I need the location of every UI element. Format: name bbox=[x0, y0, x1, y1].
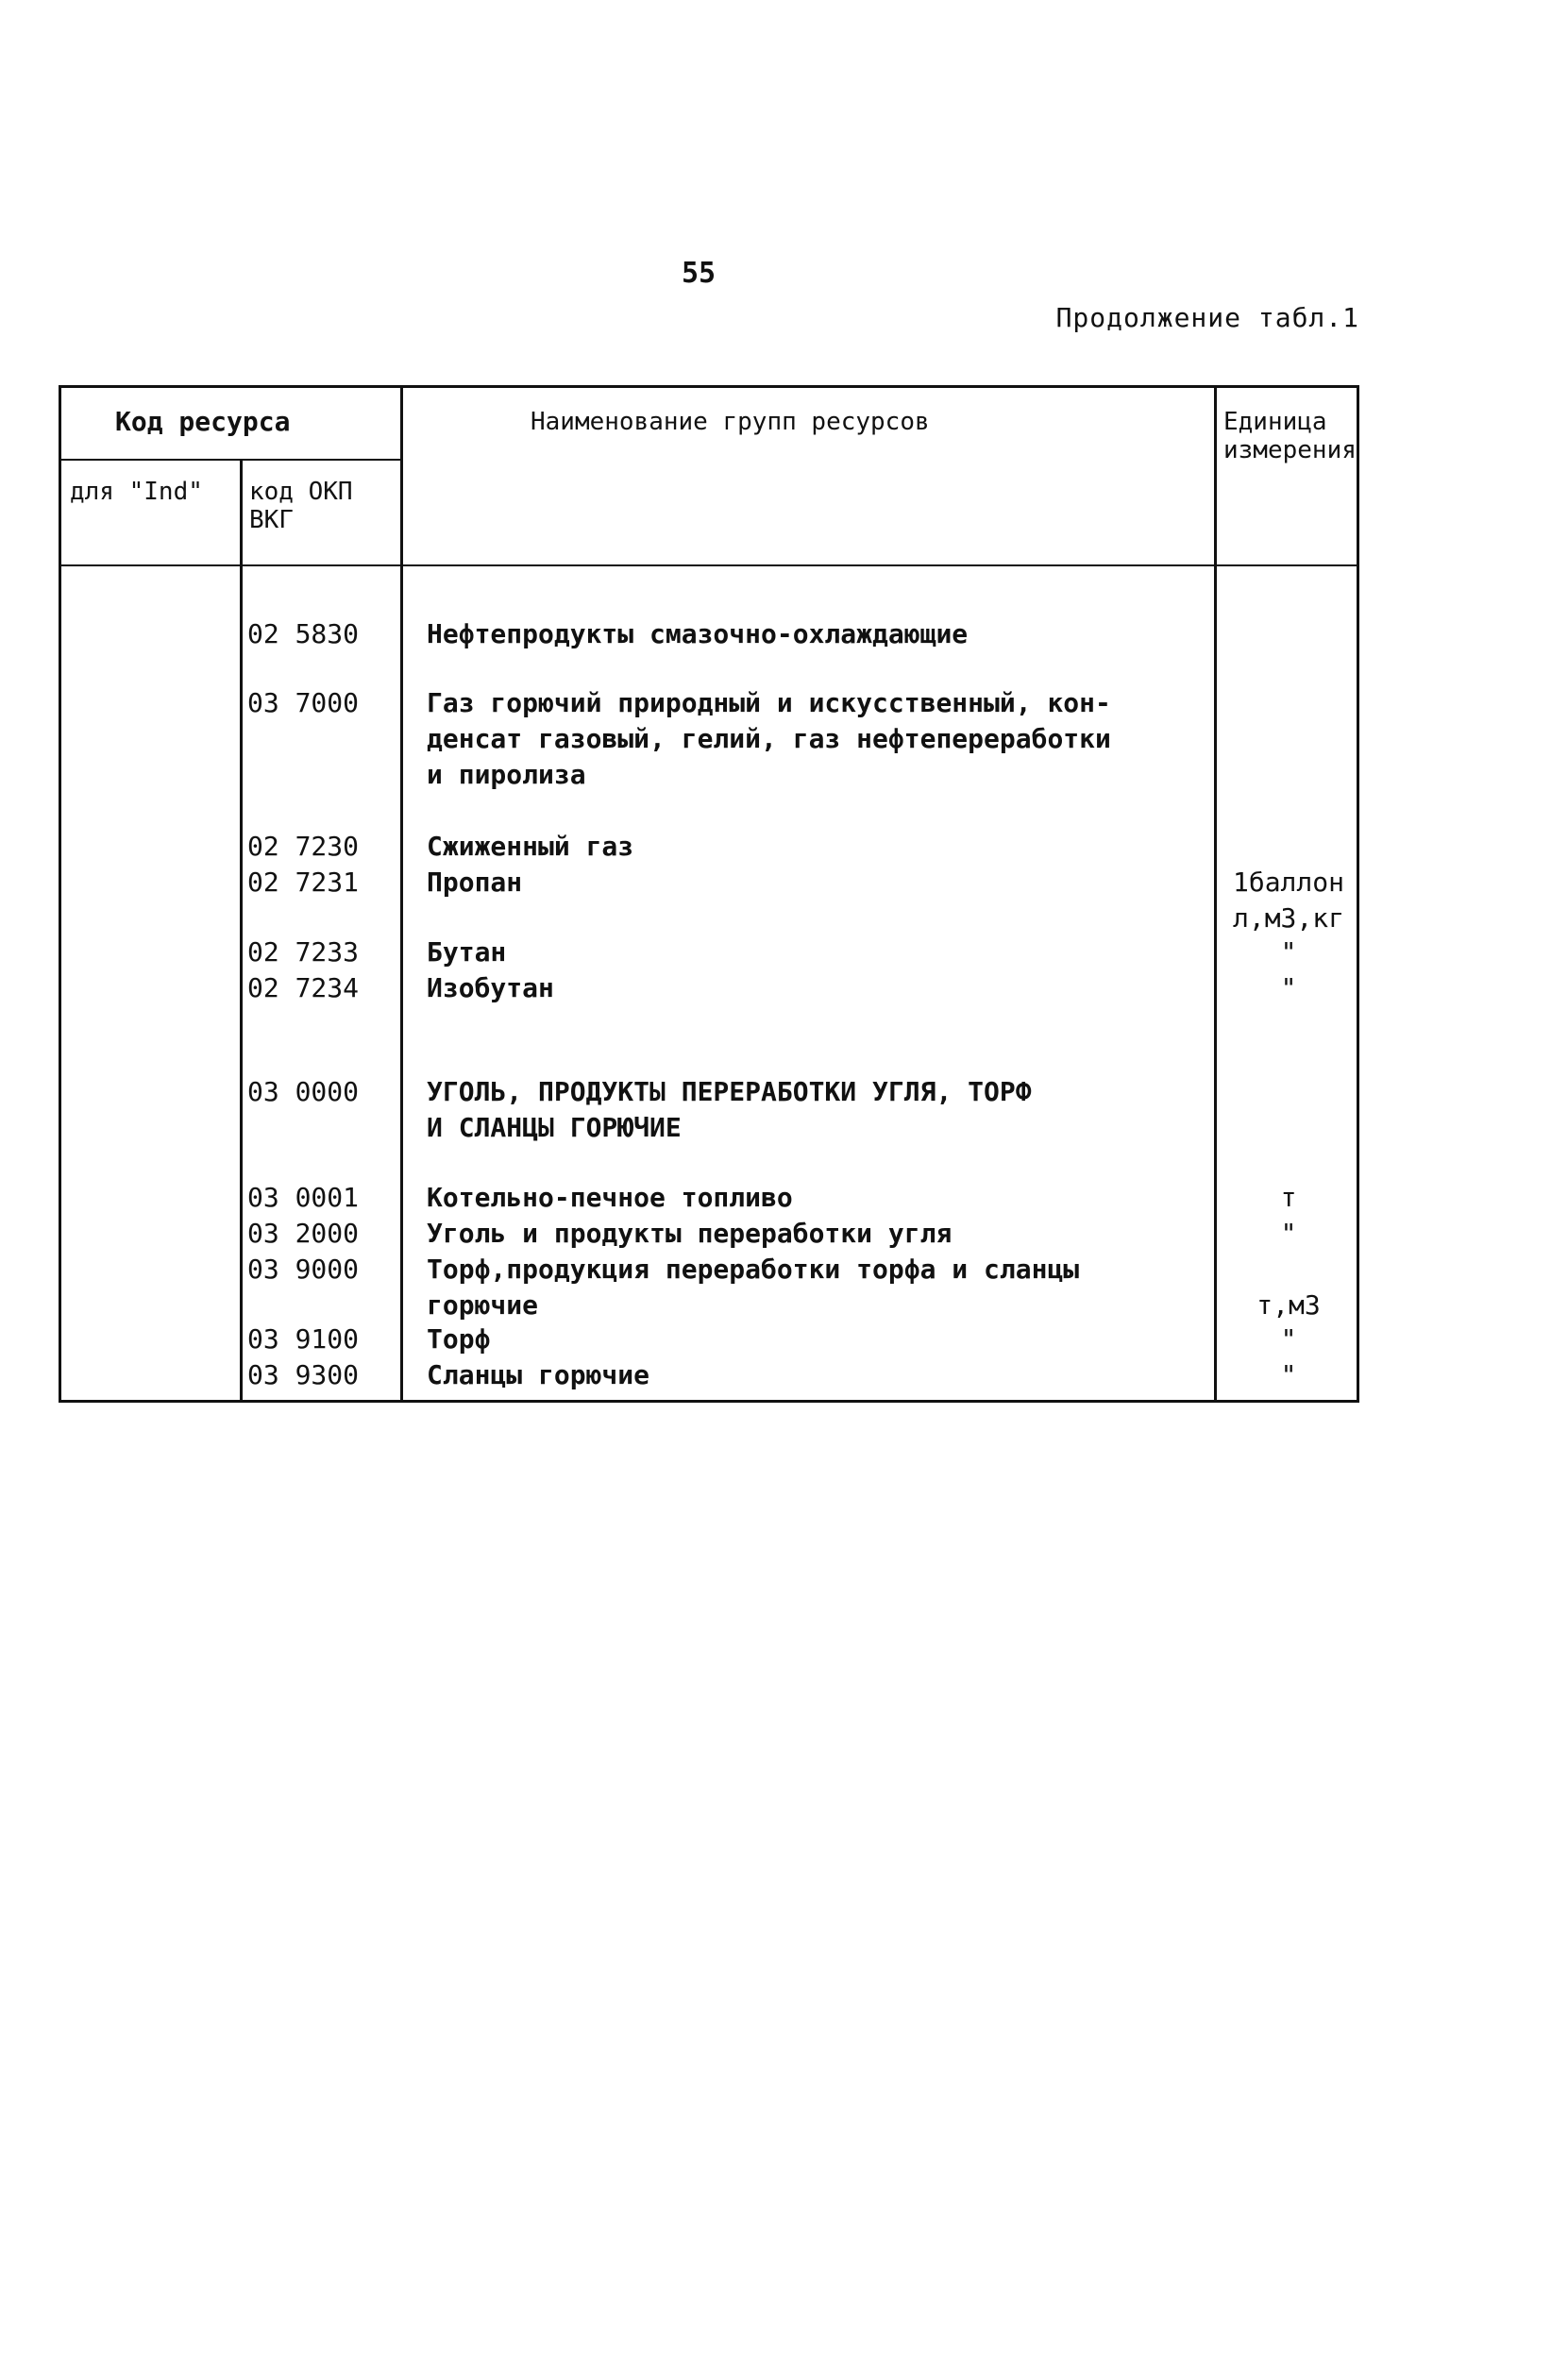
header-resource-code: Код ресурса bbox=[115, 406, 291, 437]
row-code: 02 7231 bbox=[247, 867, 360, 898]
row-name: Пропан bbox=[427, 867, 523, 898]
row-unit: " bbox=[1280, 1359, 1297, 1390]
header-unit: Единица измерения bbox=[1223, 408, 1357, 464]
page-number: 55 bbox=[681, 257, 717, 290]
row-name: Газ горючий природный и искусственный, кон- денсат газовый, гелий, газ нефтепереработки и пиролиза bbox=[427, 687, 1111, 790]
row-name: Котельно-печное топливо bbox=[427, 1182, 793, 1213]
table-continuation-label: Продолжение табл.1 bbox=[1055, 302, 1359, 333]
row-code: 02 7233 bbox=[247, 936, 360, 968]
resource-table bbox=[59, 385, 1359, 1403]
header-subgroup-rule bbox=[59, 459, 400, 461]
row-unit: " bbox=[1280, 972, 1297, 1003]
row-name: Изобутан bbox=[427, 972, 554, 1003]
row-unit: " bbox=[1280, 936, 1297, 968]
row-name: Торф,продукция переработки торфа и сланцы горючие bbox=[427, 1254, 1080, 1321]
header-for-ind: для "Ind" bbox=[70, 478, 203, 506]
row-code: 03 9100 bbox=[247, 1323, 360, 1355]
header-group-name: Наименование групп ресурсов bbox=[531, 408, 930, 436]
table-bottom-border bbox=[59, 1400, 1359, 1403]
table-top-border bbox=[59, 385, 1359, 388]
row-code: 03 9000 bbox=[247, 1254, 360, 1285]
row-code: 03 0001 bbox=[247, 1182, 360, 1213]
divider-ind-okp bbox=[240, 459, 243, 1403]
row-code: 03 0000 bbox=[247, 1076, 360, 1107]
row-unit: " bbox=[1280, 1218, 1297, 1249]
table-left-border bbox=[59, 385, 61, 1403]
row-unit: т,м3 bbox=[1256, 1289, 1321, 1321]
row-code: 02 7230 bbox=[247, 831, 360, 862]
header-bottom-rule bbox=[59, 564, 1359, 566]
row-name: Сжиженный газ bbox=[427, 831, 634, 862]
row-name: Уголь и продукты переработки угля bbox=[427, 1218, 953, 1249]
row-code: 03 9300 bbox=[247, 1359, 360, 1390]
row-unit: т bbox=[1280, 1182, 1297, 1213]
row-name: УГОЛЬ, ПРОДУКТЫ ПЕРЕРАБОТКИ УГЛЯ, ТОРФ И СЛАНЦЫ ГОРЮЧИЕ bbox=[427, 1076, 1032, 1143]
row-name: Сланцы горючие bbox=[427, 1359, 650, 1390]
row-name: Торф bbox=[427, 1323, 491, 1355]
row-name: Бутан bbox=[427, 936, 507, 968]
header-okp-code: код ОКП ВКГ bbox=[249, 478, 353, 534]
row-code: 03 2000 bbox=[247, 1218, 360, 1249]
row-unit: 1баллон л,м3,кг bbox=[1232, 867, 1344, 934]
row-name: Нефтепродукты смазочно-охлаждающие bbox=[427, 618, 969, 649]
row-code: 02 7234 bbox=[247, 972, 360, 1003]
row-code: 03 7000 bbox=[247, 687, 360, 718]
row-unit: " bbox=[1280, 1323, 1297, 1355]
row-code: 02 5830 bbox=[247, 618, 360, 649]
